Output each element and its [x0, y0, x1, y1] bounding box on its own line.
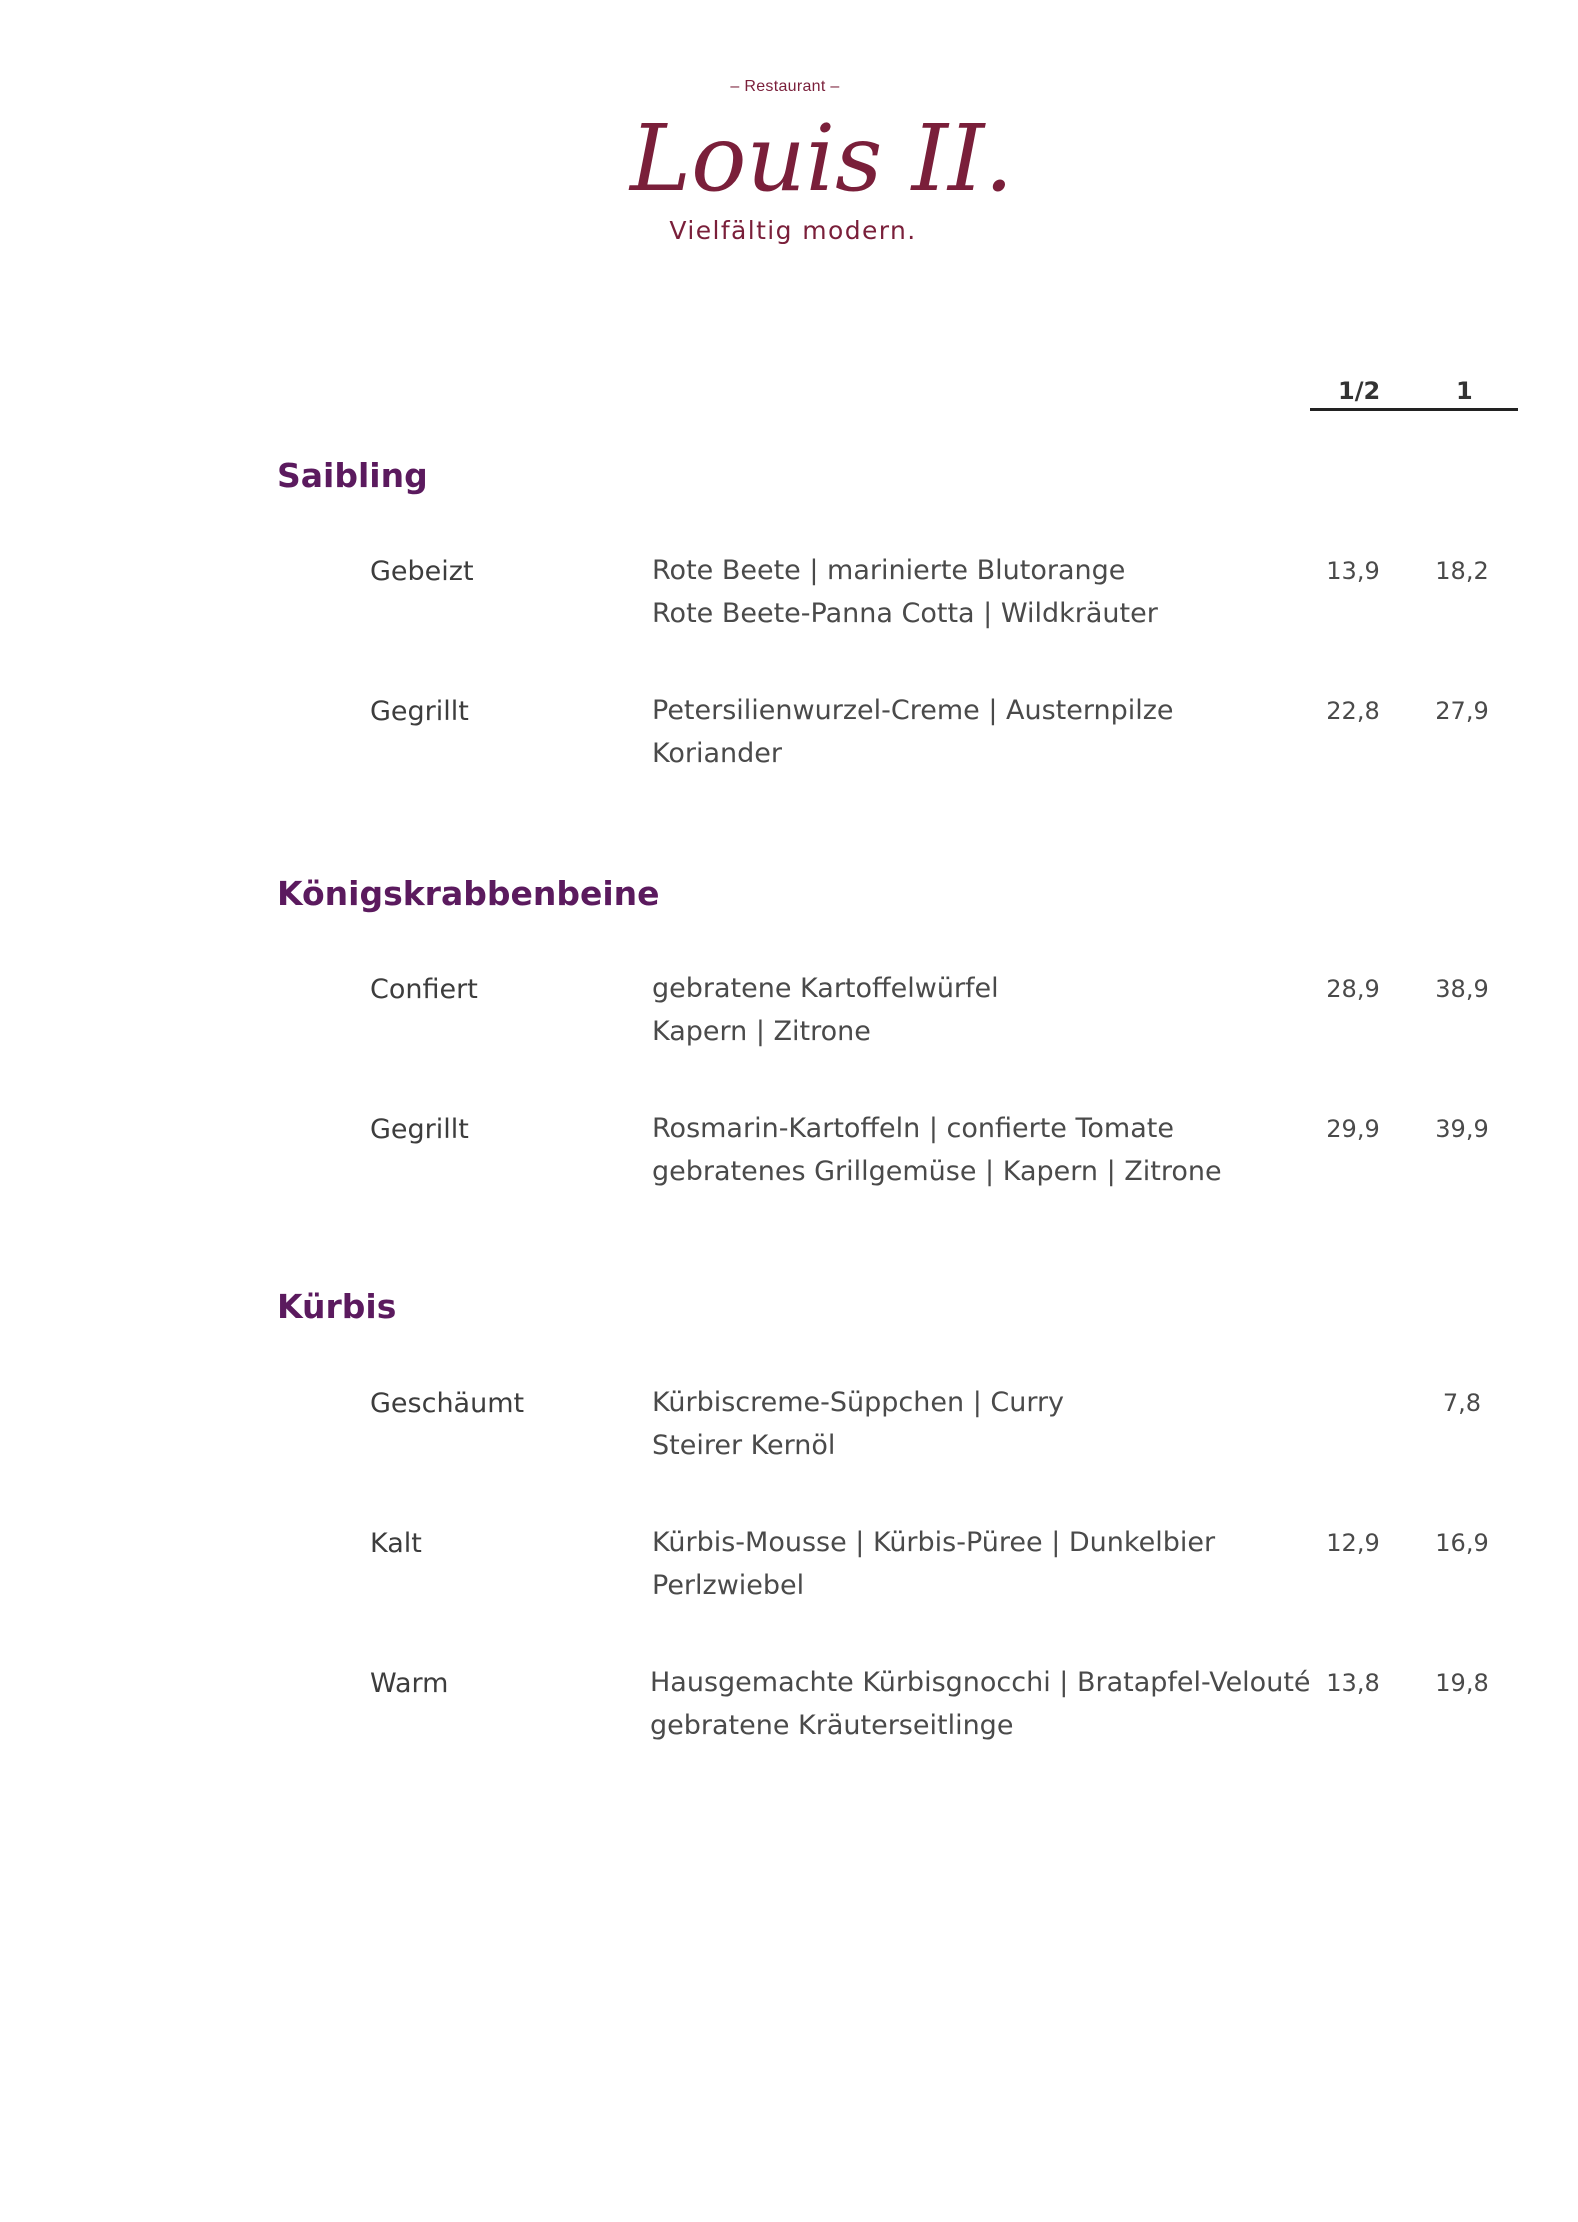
dish-name: Warm [370, 1668, 449, 1699]
dish-description-line: gebratene Kartoffelwürfel [652, 973, 999, 1004]
section-title-koenigskrabbenbeine: Königskrabbenbeine [277, 874, 660, 913]
price-full: 38,9 [1435, 975, 1489, 1003]
dish-description-line: Rosmarin-Kartoffeln | confierte Tomate [652, 1113, 1174, 1144]
price-half: 29,9 [1326, 1115, 1380, 1143]
dish-description [652, 1107, 1222, 1193]
price-half: 13,8 [1326, 1669, 1380, 1697]
dish-description-line: Kapern | Zitrone [652, 1016, 871, 1047]
dish-description-line: Steirer Kernöl [652, 1430, 836, 1461]
column-header-rule [1310, 408, 1518, 411]
price-full: 16,9 [1435, 1529, 1489, 1557]
dish-description-line: Kürbis-Mousse | Kürbis-Püree | Dunkelbier [652, 1527, 1216, 1558]
dish-description [652, 1521, 1215, 1607]
dish-description-line: Hausgemachte Kürbisgnocchi | Bratapfel-Velouté [650, 1667, 1311, 1698]
dish-name: Gegrillt [370, 1114, 469, 1145]
dish-description-line: Rote Beete | marinierte Blutorange [652, 555, 1126, 586]
dish-description-line: Rote Beete-Panna Cotta | Wildkräuter [652, 598, 1158, 629]
logo-tagline: Vielfältig modern. [669, 216, 917, 245]
price-full: 18,2 [1435, 557, 1489, 585]
section-title-saibling: Saibling [277, 456, 428, 495]
dish-description-line: Koriander [652, 738, 782, 769]
column-header-full: 1 [1456, 377, 1473, 405]
dish-name: Geschäumt [370, 1388, 525, 1419]
logo-restaurant-label: – Restaurant – [730, 78, 840, 95]
price-full: 7,8 [1442, 1389, 1482, 1417]
dish-name: Gebeizt [370, 556, 474, 587]
logo-name: Louis II. [630, 105, 1014, 212]
price-half: 22,8 [1326, 697, 1380, 725]
dish-name: Gegrillt [370, 696, 469, 727]
price-full: 27,9 [1435, 697, 1489, 725]
price-half: 13,9 [1326, 557, 1380, 585]
dish-description [652, 967, 999, 1053]
section-title-kuerbis: Kürbis [277, 1287, 397, 1326]
restaurant-logo [0, 78, 1570, 258]
dish-description-line: gebratene Kräuterseitlinge [650, 1710, 1014, 1741]
dish-description-line: Perlzwiebel [652, 1570, 805, 1601]
dish-description-line: Petersilienwurzel-Creme | Austernpilze [652, 695, 1174, 726]
price-full: 39,9 [1435, 1115, 1489, 1143]
dish-description-line: Kürbiscreme-Süppchen | Curry [652, 1387, 1065, 1418]
dish-description [652, 1381, 1064, 1467]
dish-description [650, 1661, 1311, 1747]
dish-description-line: gebratenes Grillgemüse | Kapern | Zitrone [652, 1156, 1222, 1187]
price-half: 28,9 [1326, 975, 1380, 1003]
dish-description [652, 549, 1158, 635]
price-full: 19,8 [1435, 1669, 1489, 1697]
logo-wordmark [630, 98, 1014, 218]
dish-name: Confiert [370, 974, 478, 1005]
price-half: 12,9 [1326, 1529, 1380, 1557]
dish-description [652, 689, 1174, 775]
column-header-half: 1/2 [1338, 377, 1381, 405]
dish-name: Kalt [370, 1528, 422, 1559]
